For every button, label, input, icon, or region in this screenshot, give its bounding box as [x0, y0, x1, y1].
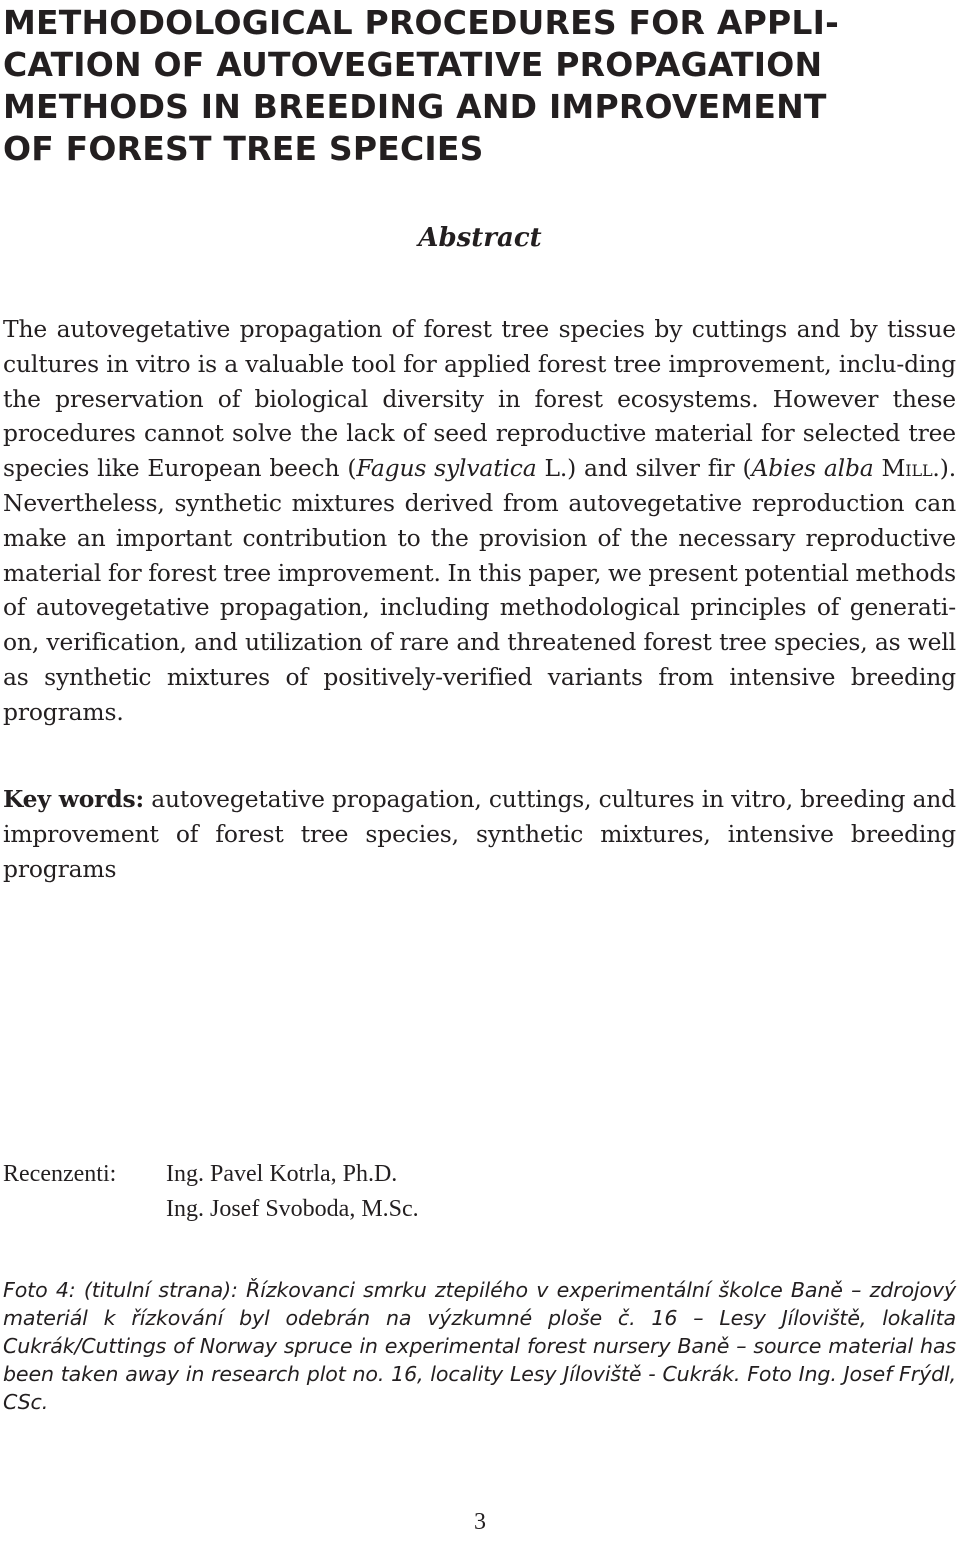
keywords-label: Key words: — [3, 785, 145, 813]
keywords-text: autovegetative propagation, cuttings, cultures in vitro, breeding and improvement of forest tree species, synthetic mixtures, intensive breeding programs — [3, 785, 957, 883]
species-name-fir: Abies alba — [751, 454, 874, 483]
species-name-beech: Fagus sylvatica — [356, 454, 537, 483]
abstract-text-part: ). Nevertheless, synthetic mixtures derived from autovegetative reproduction can make an important contribution to the provision of the necessary reproductive material for forest tree improvement. In this paper, we present potential methods of autovegetative propagation, including methodological principles of generati-on, verification, and utilization of rare and threatened forest tree species, as well as synthetic mixtures of positively-verified variants from intensive breeding programs. — [3, 454, 956, 726]
abstract-text-part: The autovegetative propagation of forest tree species by cuttings and by tissue cultures in vitro is a valuable tool for applied forest tree improvement, inclu-ding the preservation of biological diversity in forest ecosystems. However these procedures cannot solve the lack of seed reproductive material for selected tree species like European beech ( — [3, 315, 956, 483]
title-line: METHODOLOGICAL PROCEDURES FOR APPLI- — [3, 3, 839, 42]
page-number: 3 — [474, 1509, 486, 1535]
title-line: METHODS IN BREEDING AND IMPROVEMENT — [3, 87, 827, 126]
reviewers-label: Recenzenti: — [3, 1161, 117, 1187]
title-line: CATION OF AUTOVEGETATIVE PROPAGATION — [3, 45, 823, 84]
abstract-text-part: L.) and silver fir ( — [536, 454, 752, 483]
title-line: OF FOREST TREE SPECIES — [3, 129, 484, 168]
keywords — [3, 782, 956, 886]
paper-title — [3, 2, 933, 170]
abstract-text — [3, 312, 956, 730]
species-author: Mill. — [881, 454, 940, 483]
abstract-heading: Abstract — [418, 223, 542, 253]
reviewer-name: Ing. Pavel Kotrla, Ph.D. — [166, 1161, 398, 1187]
photo-caption: Foto 4: (titulní strana): Řízkovanci smrku ztepilého v experimentální školce Baně – zdrojový materiál k řízkování byl odebrán na výzkumné ploše č. 16 – Lesy Jíloviště, lokalita Cukrák/Cuttings of Norway spruce in experimental forest nursery Baně – source material has been taken away in research plot no. 16, locality Lesy Jíloviště - Cukrák. Foto Ing. Josef Frýdl, CSc. — [3, 1278, 956, 1414]
reviewer-name: Ing. Josef Svoboda, M.Sc. — [166, 1196, 419, 1222]
reviewers-block — [3, 1157, 419, 1227]
